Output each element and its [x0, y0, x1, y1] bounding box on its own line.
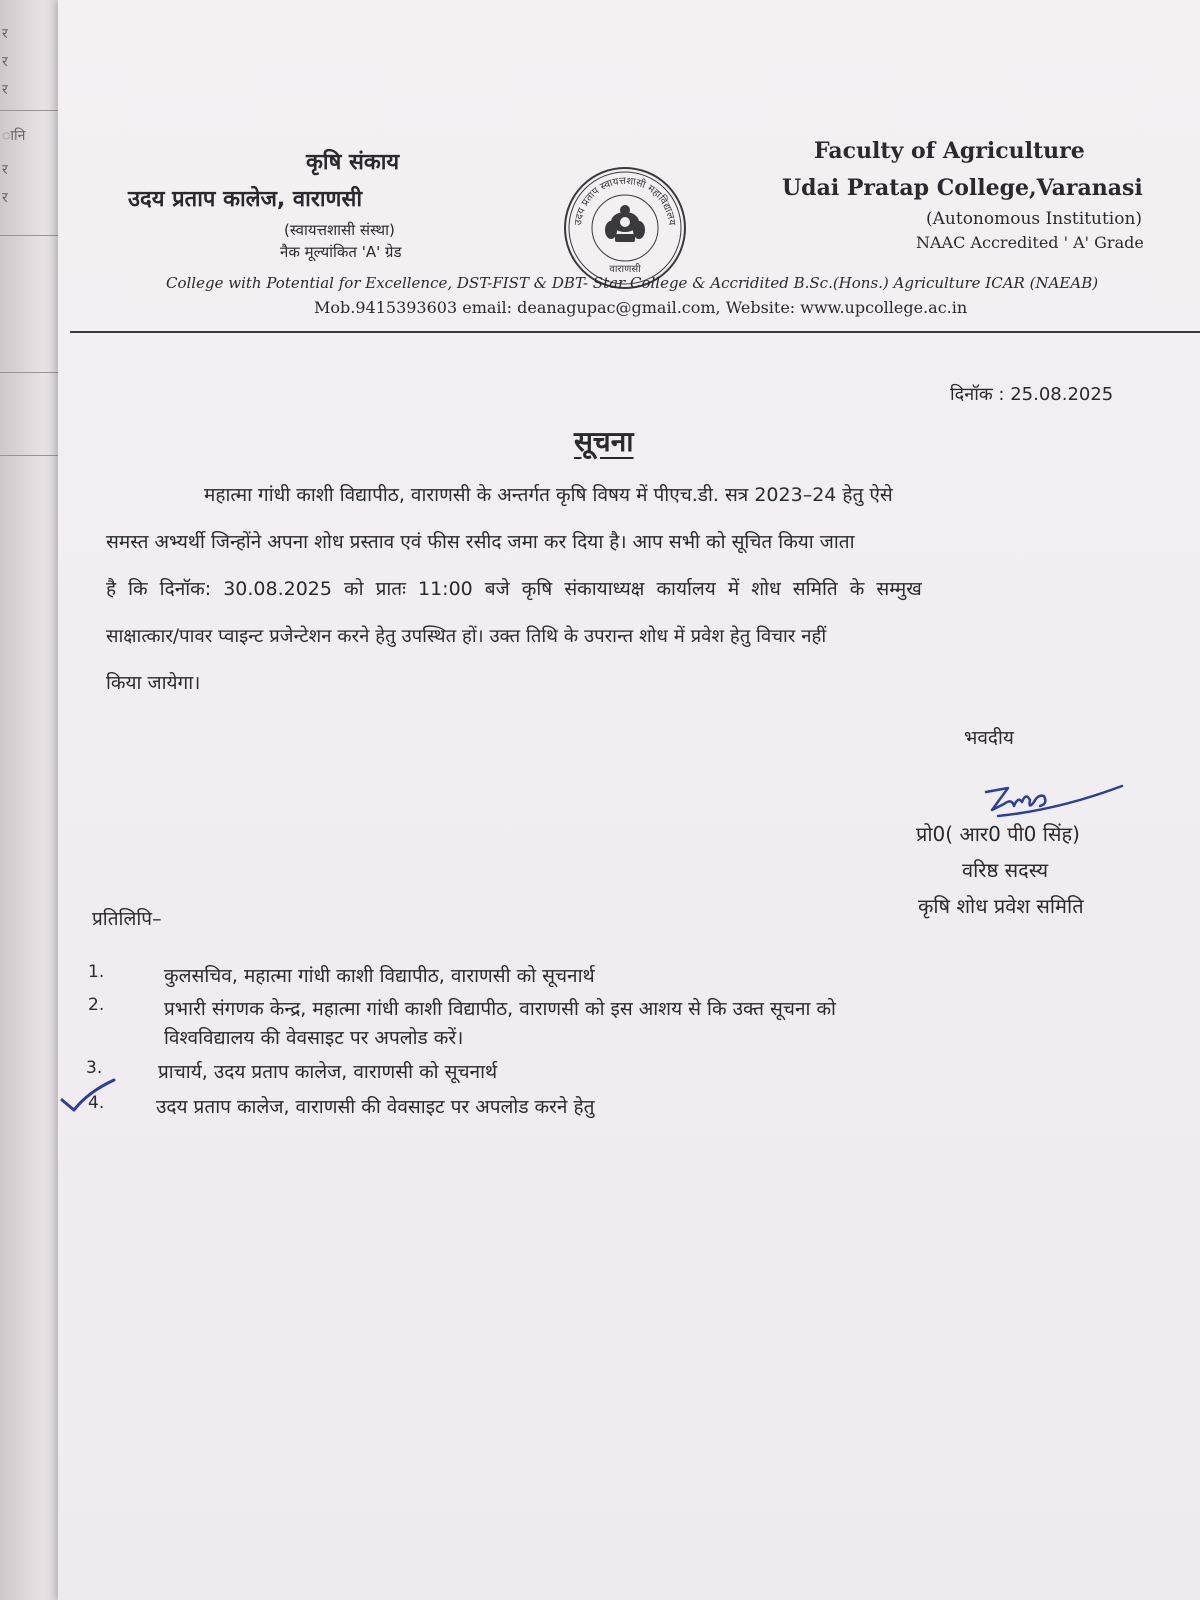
copy-item-number: 2. [88, 995, 105, 1015]
college-tagline: College with Potential for Excellence, DST-FIST & DBT- Star College & Accridited B.Sc.(Hons.) Agriculture ICAR (NAEAB) [166, 274, 1099, 292]
copy-item-number: 3. [86, 1058, 103, 1078]
underlying-paper-line [0, 455, 60, 456]
copy-to-label: प्रतिलिपि– [92, 908, 162, 930]
signatory-committee: कृषि शोध प्रवेश समिति [918, 894, 1084, 918]
copy-item-text-continued: विश्वविद्यालय की वेवसाइट पर अपलोड करें। [164, 1027, 464, 1049]
copy-item-text: प्रभारी संगणक केन्द्र, महात्मा गांधी काशी विद्यापीठ, वाराणसी को इस आशय से कि उक्त सूचना को [164, 998, 836, 1020]
english-naac-grade: NAAC Accredited ' A' Grade [916, 233, 1144, 252]
hindi-faculty-name: कृषि संकाय [306, 150, 400, 175]
copy-item-number: 4. [88, 1093, 105, 1113]
hindi-naac-grade: नैक मूल्यांकित 'A' ग्रेड [280, 243, 402, 261]
notice-date: दिनॉक : 25.08.2025 [950, 384, 1114, 405]
closing-salutation: भवदीय [964, 727, 1014, 749]
body-line-1: महात्मा गांधी काशी विद्यापीठ, वाराणसी के अन्तर्गत कृषि विषय में पीएच.डी. सत्र 2023–24 हेतु ऐसे [204, 484, 893, 506]
body-line-2: समस्त अभ्यर्थी जिन्होंने अपना शोध प्रस्ताव एवं फीस रसीद जमा कर दिया है। आप सभी को सूचित किया जाता [106, 531, 855, 553]
english-autonomous: (Autonomous Institution) [926, 209, 1143, 229]
english-faculty-name: Faculty of Agriculture [814, 138, 1085, 164]
body-line-3: है कि दिनॉक: 30.08.2025 को प्रातः 11:00 बजे कृषि संकायाध्यक्ष कार्यालय में शोध समिति के सम्मुख [106, 578, 922, 600]
copy-item-text: कुलसचिव, महात्मा गांधी काशी विद्यापीठ, वाराणसी को सूचनार्थ [164, 965, 595, 987]
underlying-paper-line [0, 235, 60, 236]
contact-line: Mob.9415393603 email: deanagupac@gmail.com, Website: www.upcollege.ac.in [314, 298, 968, 317]
copy-item-number: 1. [88, 962, 105, 982]
underlying-paper-line [0, 110, 60, 111]
underlying-paper-marks: र र र ानि र र [2, 26, 26, 206]
signatory-name: प्रो0( आर0 पी0 सिंह) [916, 822, 1080, 846]
college-seal-icon [563, 166, 687, 290]
hindi-college-name: उदय प्रताप कालेज, वाराणसी [128, 187, 363, 212]
body-line-5: किया जायेगा। [106, 672, 201, 694]
signatory-designation: वरिष्ठ सदस्य [962, 858, 1049, 882]
header-divider [70, 331, 1200, 333]
seal-text-top: उदय प्रताप स्वायत्तशासी महाविद्यालय [573, 175, 677, 226]
english-college-name: Udai Pratap College,Varanasi [782, 175, 1143, 201]
letter-page [58, 0, 1200, 1600]
underlying-paper-line [0, 372, 60, 373]
copy-item-text: प्राचार्य, उदय प्रताप कालेज, वाराणसी को सूचनार्थ [158, 1061, 498, 1083]
seal-text-bottom: वाराणसी [609, 264, 641, 275]
copy-item-text: उदय प्रताप कालेज, वाराणसी की वेवसाइट पर अपलोड करने हेतु [156, 1096, 595, 1118]
body-line-4: साक्षात्कार/पावर प्वाइन्ट प्रजेन्टेशन करने हेतु उपस्थित हों। उक्त तिथि के उपरान्त शोध में प्रवेश हेतु विचार नहीं [106, 626, 827, 647]
hindi-autonomous: (स्वायत्तशासी संस्था) [284, 221, 395, 239]
notice-title: सूचना [574, 425, 634, 458]
